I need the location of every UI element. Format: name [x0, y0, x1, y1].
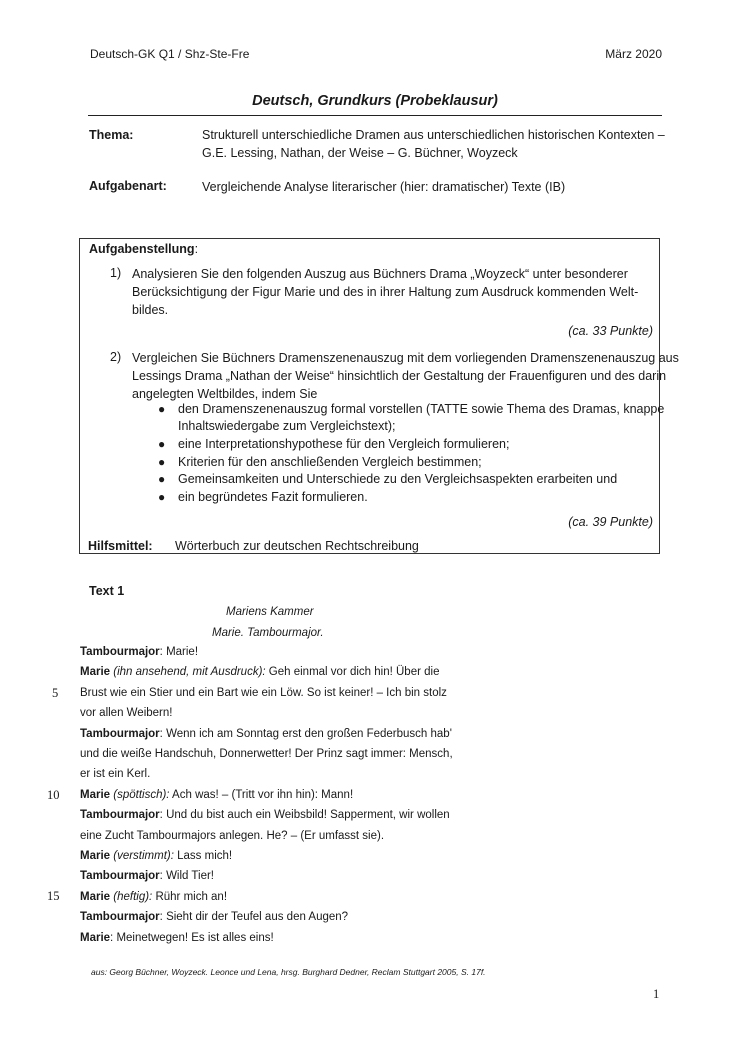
line-number: 5	[52, 686, 59, 700]
task-heading-text: Aufgabenstellung	[89, 242, 195, 256]
bullet-icon: ●	[158, 472, 166, 486]
source-citation: aus: Georg Büchner, Woyzeck. Leonce und Lena, hrsg. Burghard Dedner, Reclam Stuttgart 2005, S. 17f.	[91, 967, 486, 977]
bullet-4: Gemeinsamkeiten und Unterschiede zu den Vergleichsaspekten erarbeiten und	[178, 472, 618, 486]
page-title: Deutsch, Grundkurs (Probeklausur)	[252, 93, 498, 109]
dialogue-line	[80, 911, 348, 923]
speaker-separator: :	[110, 931, 117, 944]
dialogue-line	[80, 830, 384, 842]
task2-line-1: Vergleichen Sie Büchners Dramenszenenauszug mit dem vorliegenden Dramenszenenauszug aus	[132, 351, 679, 365]
speaker-separator: :	[159, 870, 167, 883]
dialogue-line	[80, 666, 439, 678]
hilfsmittel-value: Wörterbuch zur deutschen Rechtschreibung	[175, 539, 419, 553]
thema-label: Thema:	[89, 128, 134, 142]
dialogue-line	[80, 789, 353, 801]
thema-value	[202, 127, 682, 162]
bullet-1-line-2: Inhaltswiedergabe zum Vergleichstext);	[178, 419, 396, 433]
speech-text: Lass mich!	[173, 850, 233, 862]
header-course: Deutsch-GK Q1 / Shz-Ste-Fre	[90, 47, 250, 61]
bullet-icon: ●	[158, 490, 166, 504]
speech-text: Sieht dir der Teufel aus den Augen?	[166, 911, 349, 924]
line-number: 15	[47, 889, 60, 903]
dialogue-line	[80, 728, 452, 740]
aufgabenart-value: Vergleichende Analyse literarischer (hier: dramatischer) Texte (IB)	[202, 180, 566, 194]
task1-text	[132, 265, 638, 319]
stage-direction: (ihn ansehend, mit Ausdruck):	[113, 666, 266, 679]
line-number: 10	[47, 788, 60, 802]
scene-persons: Marie. Tambourmajor.	[212, 627, 324, 639]
title-divider	[88, 115, 662, 116]
page-number: 1	[653, 987, 660, 1001]
task2-points: (ca. 39 Punkte)	[568, 515, 653, 529]
dialogue-line	[80, 932, 274, 944]
stage-direction: (verstimmt):	[113, 850, 174, 862]
speech-text: Brust wie ein Stier und ein Bart wie ein Löw. So ist keiner! – Ich bin stolz	[80, 686, 447, 699]
speech-text: Geh einmal vor dich hin! Über die	[265, 666, 440, 679]
speaker-name: Marie	[80, 850, 111, 862]
bullet-2: eine Interpretationshypothese für den Vergleich formulieren;	[178, 437, 510, 451]
task1-line-2: Berücksichtigung der Figur Marie und des in ihrer Haltung zum Ausdruck kommenden Welt-	[132, 285, 639, 299]
dialogue-line	[80, 748, 453, 760]
speaker-name: Tambourmajor	[80, 911, 160, 924]
dialogue-line	[80, 687, 447, 699]
bullet-icon: ●	[158, 455, 166, 469]
bullet-5: ein begründetes Fazit formulieren.	[178, 490, 368, 504]
speaker-separator: :	[159, 727, 167, 740]
task1-line-3: bildes.	[132, 303, 169, 317]
task-heading-colon: :	[194, 242, 199, 256]
dialogue-line	[80, 768, 150, 780]
speaker-name: Tambourmajor	[80, 646, 160, 658]
text1-label: Text 1	[89, 584, 125, 598]
speaker-name: Marie	[80, 666, 111, 679]
speaker-name: Marie	[80, 788, 111, 801]
stage-direction: (spöttisch):	[113, 788, 170, 801]
speech-text: Ach was! – (Tritt vor ihn hin): Mann!	[169, 788, 354, 801]
speaker-name: Tambourmajor	[80, 809, 160, 822]
speaker-separator: :	[159, 809, 167, 822]
header-date: März 2020	[605, 47, 662, 61]
dialogue-line	[80, 891, 227, 903]
task2-line-2: Lessings Drama „Nathan der Weise“ hinsichtlich der Gestaltung der Frauenfiguren und des darin	[132, 369, 667, 383]
task-heading	[89, 242, 198, 256]
scene-title: Mariens Kammer	[226, 606, 314, 618]
dialogue-line	[80, 870, 214, 882]
speaker-name: Tambourmajor	[80, 727, 160, 740]
bullet-icon: ●	[158, 402, 166, 416]
speech-text: eine Zucht Tambourmajors anlegen. He? – (Er umfasst sie).	[80, 829, 385, 842]
bullet-icon: ●	[158, 437, 166, 451]
speaker-separator: :	[159, 911, 167, 924]
task2-text	[132, 349, 679, 403]
stage-direction: (heftig):	[113, 890, 153, 903]
thema-line-2: G.E. Lessing, Nathan, der Weise – G. Büchner, Woyzeck	[202, 145, 518, 160]
speech-text: vor allen Weibern!	[80, 707, 173, 720]
speech-text: und die weiße Handschuh, Donnerwetter! Der Prinz sagt immer: Mensch,	[80, 748, 453, 760]
thema-line-1: Strukturell unterschiedliche Dramen aus unterschiedlichen historischen Kontexten –	[202, 128, 665, 142]
aufgabenart-label: Aufgabenart:	[89, 179, 167, 193]
speech-text: Wenn ich am Sonntag erst den großen Federbusch hab'	[166, 727, 452, 740]
speech-text: Rühr mich an!	[152, 890, 228, 903]
bullet-3: Kriterien für den anschließenden Vergleich bestimmen;	[178, 455, 482, 469]
hilfsmittel-label: Hilfsmittel:	[88, 539, 153, 553]
speech-text: er ist ein Kerl.	[80, 768, 151, 781]
dialogue-line	[80, 850, 232, 862]
speech-text: Marie!	[166, 646, 199, 658]
speech-text: Meinetwegen! Es ist alles eins!	[116, 931, 274, 944]
dialogue-line	[80, 707, 172, 719]
speaker-name: Tambourmajor	[80, 870, 160, 883]
task1-number: 1)	[110, 266, 122, 280]
task1-line-1: Analysieren Sie den folgenden Auszug aus Büchners Drama „Woyzeck“ unter besonderer	[132, 267, 628, 281]
task2-line-3: angelegten Weltbildes, indem Sie	[132, 387, 318, 401]
speech-text: Wild Tier!	[166, 870, 214, 883]
speaker-name: Marie	[80, 931, 111, 944]
task1-points: (ca. 33 Punkte)	[568, 324, 653, 338]
speaker-separator: :	[159, 646, 167, 658]
dialogue-line	[80, 809, 450, 821]
speech-text: Und du bist auch ein Weibsbild! Sapperment, wir wollen	[166, 809, 450, 822]
dialogue-line	[80, 646, 198, 658]
speaker-name: Marie	[80, 890, 111, 903]
task2-number: 2)	[110, 350, 122, 364]
bullet-1-line-1: den Dramenszenenauszug formal vorstellen (TATTE sowie Thema des Dramas, knappe	[178, 402, 665, 416]
